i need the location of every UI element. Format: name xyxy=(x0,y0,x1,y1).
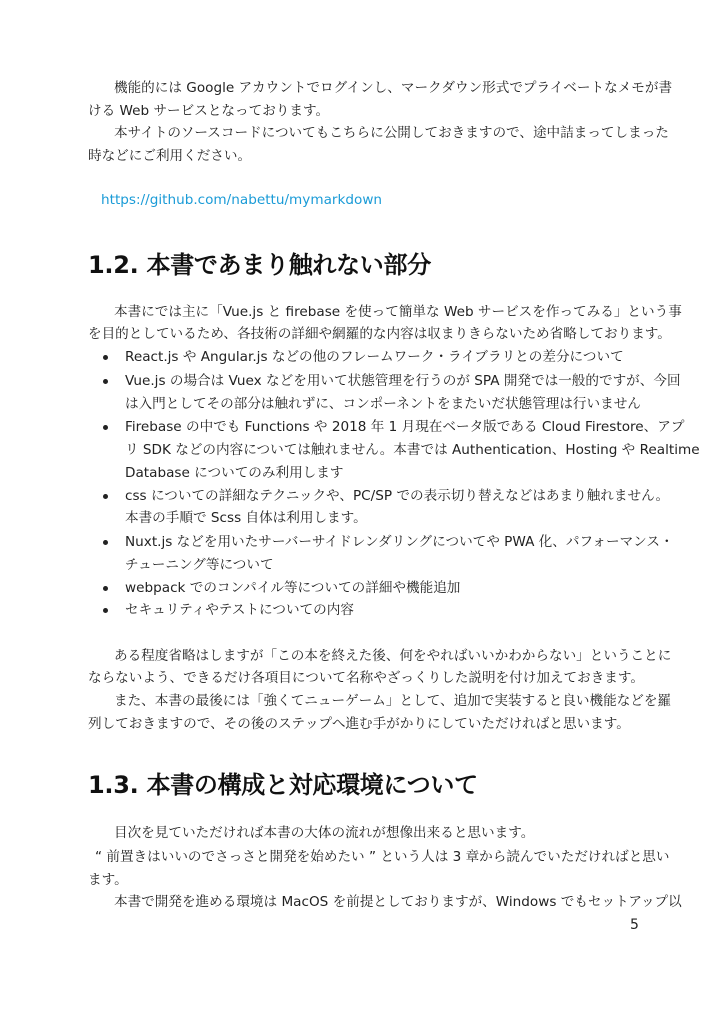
text-line: チューニング等について xyxy=(125,557,274,573)
bullet-icon xyxy=(103,494,108,499)
bullet-icon xyxy=(103,586,108,591)
text-line: ける Web サービスとなっております。 xyxy=(88,103,330,119)
github-link[interactable]: https://github.com/nabettu/mymarkdown xyxy=(101,192,383,208)
text-line: css についての詳細なテクニックや、PC/SP での表示切り替えなどはあまり触れません。 xyxy=(125,488,670,504)
text-line: Vue.js の場合は Vuex などを用いて状態管理を行うのが SPA 開発では一般的ですが、今回 xyxy=(125,373,681,389)
section-1-3-paragraph-3: 本書で開発を進める環境は MacOS を前提としておりますが、Windows でもセットアップ以 xyxy=(114,894,682,910)
bullet-icon xyxy=(103,425,108,430)
page-number: 5 xyxy=(630,917,639,933)
text-line: ならないよう、できるだけ各項目について名称やざっくりした説明を付け加えておきます。 xyxy=(88,670,644,686)
section-heading-1-2: 1.2. 本書であまり触れない部分 xyxy=(88,251,431,279)
text-line: 時などにご利用ください。 xyxy=(88,148,252,164)
text-line: webpack でのコンパイル等についての詳細や機能追加 xyxy=(125,580,461,596)
text-line: 列しておきますので、その後のステップへ進む手がかりにしていただければと思います。 xyxy=(88,716,630,732)
text-line: Firebase の中でも Functions や 2018 年 1 月現在ベータ版である Cloud Firestore、アプ xyxy=(125,419,685,435)
text-line: を目的としているため、各技術の詳細や網羅的な内容は収まりきらないため省略しております。 xyxy=(88,326,671,342)
text-line: 本サイトのソースコードについてもこちらに公開しておきますので、途中詰まってしまった xyxy=(114,125,669,141)
bullet-icon xyxy=(103,608,108,613)
section-1-3-paragraph-1: 目次を見ていただければ本書の大体の流れが想像出来ると思います。 xyxy=(114,825,535,841)
text-line: “ 前置きはいいのでさっさと開発を始めたい ” という人は 3 章から読んでいただければと思い xyxy=(95,849,670,865)
section-heading-1-3: 1.3. 本書の構成と対応環境について xyxy=(88,771,478,799)
text-line: また、本書の最後には「強くてニューゲーム」として、追加で実装すると良い機能などを羅 xyxy=(114,693,672,709)
text-line: ます。 xyxy=(88,872,128,888)
text-line: Nuxt.js などを用いたサーバーサイドレンダリングについてや PWA 化、パフォーマンス・ xyxy=(125,534,674,550)
text-line: 機能的には Google アカウントでログインし、マークダウン形式でプライベートなメモが書 xyxy=(114,80,673,96)
text-line: セキュリティやテストについての内容 xyxy=(125,602,354,618)
text-line: React.js や Angular.js などの他のフレームワーク・ライブラリとの差分について xyxy=(125,349,624,365)
text-line: 本書にでは主に「Vue.js と firebase を使って簡単な Web サービスを作ってみる」という事 xyxy=(114,304,682,320)
text-line: 本書の手順で Scss 自体は利用します。 xyxy=(125,510,367,526)
bullet-icon xyxy=(103,355,108,360)
text-line: ある程度省略はしますが「この本を終えた後、何をやればいいかわからない」ということに xyxy=(114,648,672,664)
bullet-icon xyxy=(103,540,108,545)
text-line: は入門としてその部分は触れずに、コンポーネントをまたいだ状態管理は行いません xyxy=(125,396,641,412)
bullet-icon xyxy=(103,379,108,384)
text-line: Database についてのみ利用します xyxy=(125,465,344,481)
text-line: リ SDK などの内容については触れません。本書では Authentication、Hosting や Realtime xyxy=(125,442,700,458)
